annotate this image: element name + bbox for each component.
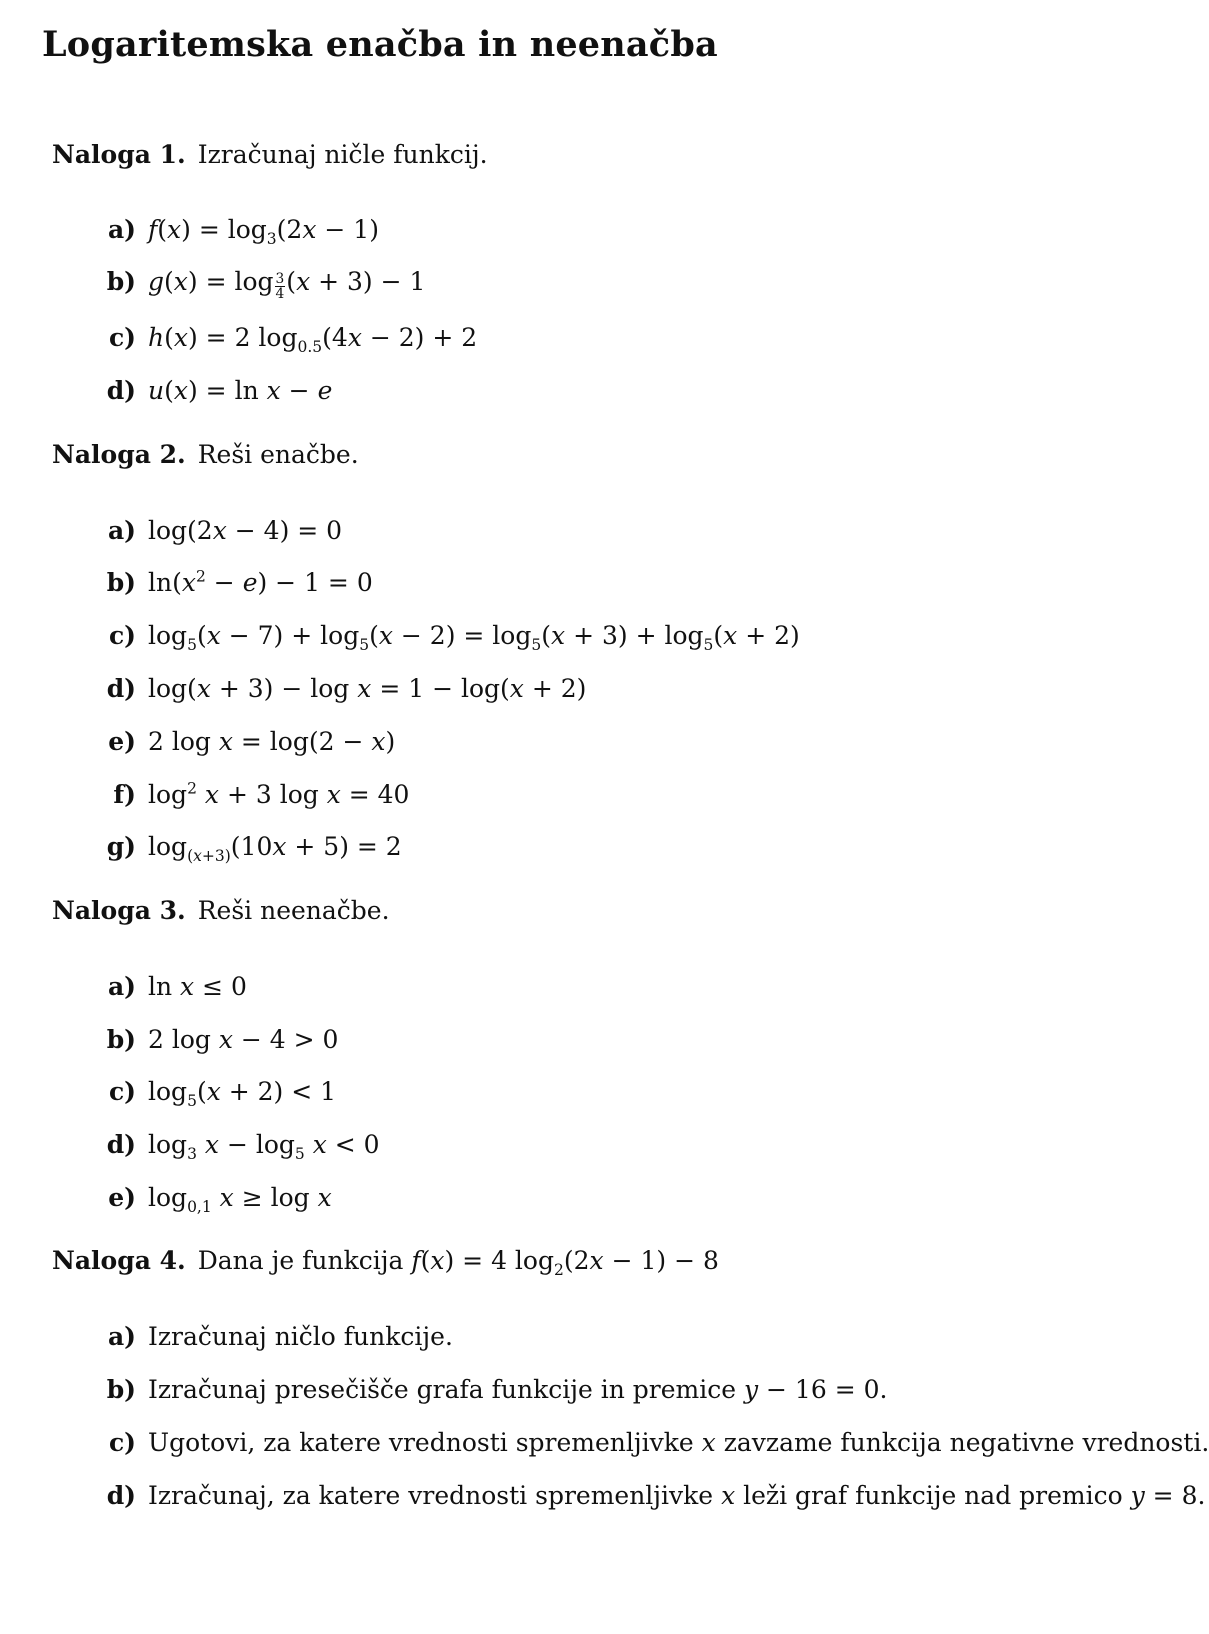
task-2-item-e — [100, 727, 395, 756]
math-variable: x — [721, 1481, 736, 1510]
task-instruction: Izračunaj ničle funkcij. — [197, 140, 488, 169]
task-2-item-g — [100, 832, 402, 865]
math-expression: $\log_5(x - 7) + \log_5(x - 2) = \log_5(x + 3) + \log_5(x + 2)$ — [148, 621, 800, 654]
task-4-item-a — [100, 1322, 453, 1351]
item-letter: c) — [108, 1077, 136, 1106]
item-text: Izračunaj ničlo funkcije. — [148, 1322, 453, 1351]
item-letter: d) — [106, 1481, 136, 1510]
math-expression: $\log^2 x + 3$ log x = 40 — [148, 780, 410, 810]
item-text: Izračunaj presečišče grafa funkcije in premice — [148, 1375, 737, 1404]
task-instruction: Reši neenačbe. — [197, 896, 390, 925]
item-letter: b) — [106, 267, 136, 296]
task-2-item-c — [100, 621, 800, 654]
math-expression: $\ln(x^2 - e) - 1 = 0$ — [148, 568, 373, 598]
task-3-item-e — [100, 1183, 332, 1216]
item-letter: a) — [107, 516, 136, 545]
task-1-item-d — [100, 376, 332, 405]
math-variable: x — [701, 1428, 716, 1457]
math-expression: log(x + 3) − log x = 1 − log(x + 2) — [148, 674, 587, 703]
math-expression: g(x) = log $\frac{3}{4}$ (x + 3) − 1 — [148, 267, 426, 303]
task-3-item-b — [100, 1025, 338, 1054]
task-3-item-d — [100, 1130, 380, 1163]
math-expression: 2 log x − 4 > 0 — [148, 1025, 339, 1054]
task-label: Naloga 4. — [52, 1246, 186, 1275]
item-letter: g) — [106, 832, 136, 861]
task-3-heading — [52, 896, 390, 925]
item-text-end: leži graf funkcije nad premico — [743, 1481, 1123, 1510]
task-instruction: Reši enačbe. — [197, 440, 359, 469]
item-letter: b) — [106, 1375, 136, 1404]
math-expression: f(x) = 4 $\log_2(2x - 1) - 8$ — [411, 1246, 719, 1279]
math-expression: $\log_3 x - \log_5 x < 0$ — [148, 1130, 380, 1163]
item-letter: d) — [106, 1130, 136, 1159]
math-expression: ln x ≤ 0 — [148, 972, 247, 1001]
task-1-item-a — [100, 215, 379, 248]
item-text: Izračunaj, za katere vrednosti spremenljivke — [148, 1481, 714, 1510]
task-label: Naloga 3. — [52, 896, 186, 925]
math-expression: $\log_5(x + 2) < 1$ — [148, 1077, 337, 1110]
task-1-item-b — [100, 267, 425, 302]
math-expression: u(x) = ln x − e — [148, 376, 333, 405]
item-letter: b) — [106, 1025, 136, 1054]
item-letter: c) — [108, 621, 136, 650]
task-3-item-a — [100, 972, 247, 1001]
task-4-item-d — [100, 1481, 1205, 1510]
item-letter: b) — [106, 568, 136, 598]
item-letter: d) — [106, 376, 136, 405]
item-letter: f) — [113, 780, 136, 810]
item-text: Ugotovi, za katere vrednosti spremenljivke — [148, 1428, 694, 1457]
task-1-item-c — [100, 323, 477, 356]
task-instruction: Dana je funkcija — [197, 1246, 404, 1275]
task-4-heading — [52, 1246, 719, 1279]
item-letter: a) — [107, 215, 136, 244]
math-expression: 2 log x = log(2 − x) — [148, 727, 396, 756]
math-expression: y = 8. — [1130, 1481, 1206, 1510]
math-expression: y − 16 = 0 — [743, 1375, 880, 1404]
math-expression: log(2x − 4) = 0 — [148, 516, 343, 545]
item-letter: a) — [107, 1322, 136, 1351]
task-label: Naloga 2. — [52, 440, 186, 469]
task-2-item-b — [100, 568, 373, 597]
item-letter: a) — [107, 972, 136, 1001]
task-2-item-f — [100, 780, 409, 809]
math-expression: $\log_{0,1} x \ge \log x$ — [148, 1183, 332, 1216]
math-expression: $f(x) = \log_3(2x - 1)$ — [148, 215, 379, 248]
task-4-item-b — [100, 1375, 887, 1404]
task-2-item-d — [100, 674, 586, 703]
task-1-heading — [52, 140, 488, 169]
item-letter: c) — [108, 323, 136, 352]
item-text-end: . — [879, 1375, 888, 1404]
task-3-item-c — [100, 1077, 336, 1110]
math-expression: $\log_{(x+3)}(10x + 5) = 2$ — [148, 832, 402, 865]
item-letter: e) — [108, 1183, 136, 1212]
page-title: Logaritemska enačba in neenačba — [42, 24, 718, 65]
task-label: Naloga 1. — [52, 140, 186, 169]
item-text-end: zavzame funkcija negativne vrednosti. — [723, 1428, 1209, 1457]
task-2-heading — [52, 440, 359, 469]
math-expression: h(x) = 2 $\log_{0.5}(4x - 2) + 2$ — [148, 323, 478, 356]
item-letter: c) — [108, 1428, 136, 1457]
item-letter: e) — [108, 727, 136, 756]
item-letter: d) — [106, 674, 136, 703]
task-2-item-a — [100, 516, 342, 545]
task-4-item-c — [100, 1428, 1209, 1457]
